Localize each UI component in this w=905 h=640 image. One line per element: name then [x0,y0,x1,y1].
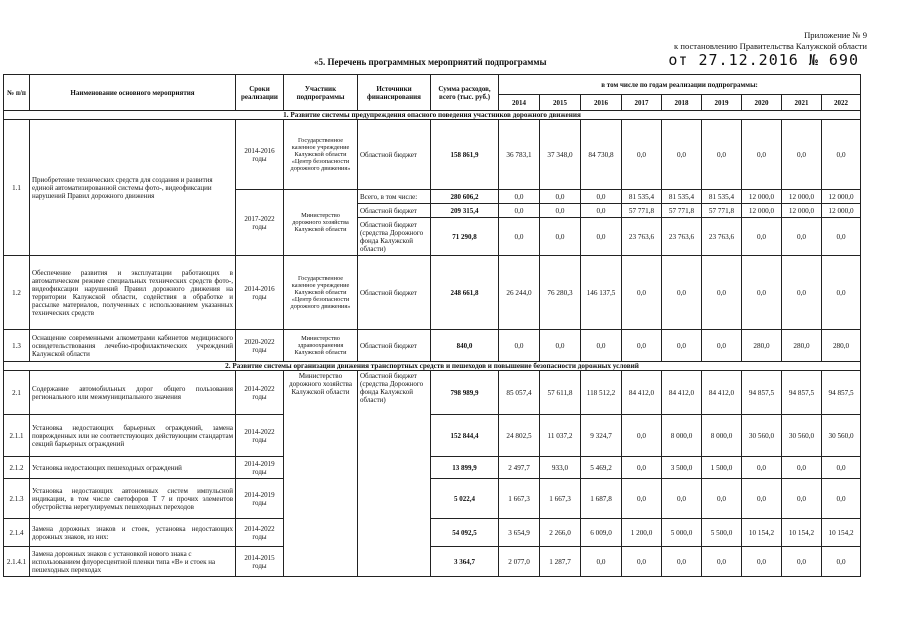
row-total: 209 315,4 [431,204,499,218]
year-value: 81 535,4 [622,190,662,204]
col-year: 2018 [662,95,702,111]
col-year: 2021 [782,95,822,111]
row-period: 2014-2016 годы [236,120,284,190]
col-year: 2020 [742,95,782,111]
col-year: 2014 [499,95,540,111]
year-value: 0,0 [662,256,702,330]
year-value: 0,0 [499,218,540,256]
year-value: 8 000,0 [662,415,702,457]
year-value: 12 000,0 [742,190,782,204]
col-year: 2016 [581,95,622,111]
year-value: 0,0 [702,330,742,362]
year-value: 0,0 [782,547,822,577]
row-name: Замена дорожных знаков с установкой нового знака с использованием флуоресцентной пленки типа «В» и стоек на пешеходных переходах [30,547,236,577]
year-value: 57 771,8 [622,204,662,218]
row-period: 2014-2016 годы [236,256,284,330]
col-year: 2022 [822,95,861,111]
handwritten-date: от 27.12.2016 № 690 [668,51,859,69]
row-period: 2014-2022 годы [236,519,284,547]
year-value: 9 324,7 [581,415,622,457]
row-period: 2020-2022 годы [236,330,284,362]
row-period: 2014-2019 годы [236,457,284,479]
year-value: 8 000,0 [702,415,742,457]
year-value: 0,0 [742,218,782,256]
row-name: Замена дорожных знаков и стоек, установка недостающих дорожных знаков, из них: [30,519,236,547]
year-value: 5 500,0 [702,519,742,547]
year-value: 84 730,8 [581,120,622,190]
table-row [4,479,861,519]
year-value: 76 280,3 [540,256,581,330]
year-value: 0,0 [540,330,581,362]
row-num: 1.1 [4,120,30,256]
col-num: № п/п [4,75,30,111]
year-value: 23 763,6 [662,218,702,256]
table-row [4,371,861,415]
row-total: 840,0 [431,330,499,362]
year-value: 280,0 [742,330,782,362]
row-num: 2.1.4 [4,519,30,547]
col-total: Сумма расходов, всего (тыс. руб.) [431,75,499,111]
table-row [4,415,861,457]
year-value: 0,0 [499,204,540,218]
year-value: 10 154,2 [782,519,822,547]
year-value: 0,0 [622,479,662,519]
year-value: 26 244,0 [499,256,540,330]
row-source: Областной бюджет [358,204,431,218]
year-value: 12 000,0 [822,204,861,218]
col-by-year: в том числе по годам реализации подпрограммы: [499,75,861,95]
table-row [4,547,861,577]
year-value: 0,0 [782,218,822,256]
appendix-line-1: Приложение № 9 [804,30,867,40]
year-value: 0,0 [822,457,861,479]
year-value: 0,0 [822,479,861,519]
year-value: 12 000,0 [742,204,782,218]
year-value: 10 154,2 [822,519,861,547]
year-value: 81 535,4 [662,190,702,204]
appendix-line-2: к постановлению Правительства Калужской области [674,41,867,51]
year-value: 12 000,0 [782,204,822,218]
row-num: 2.1.4.1 [4,547,30,577]
table-row [4,519,861,547]
row-participant: Министерство дорожного хозяйства Калужской области [284,190,358,256]
col-name: Наименование основного мероприятия [30,75,236,111]
year-value: 0,0 [662,330,702,362]
year-value: 0,0 [581,330,622,362]
row-name: Обеспечение развития и эксплуатации работающих в автоматическом режиме специальных технических средств фото-, видеофиксации нарушений Правил дорожного движения на территории Калужской области, содействия в обработке и рассылке материалов, полученных с использованием указанных технических средств [30,256,236,330]
year-value: 0,0 [702,479,742,519]
row-total: 3 364,7 [431,547,499,577]
year-value: 57 771,8 [702,204,742,218]
row-num: 2.1.1 [4,415,30,457]
year-value: 94 857,5 [822,371,861,415]
year-value: 12 000,0 [782,190,822,204]
year-value: 1 687,8 [581,479,622,519]
year-value: 0,0 [782,120,822,190]
year-value: 85 057,4 [499,371,540,415]
year-value: 1 287,7 [540,547,581,577]
row-num: 1.3 [4,330,30,362]
row-participant: Государственное казенное учреждение Калужской области «Центр безопасности дорожного движения» [284,256,358,330]
col-year: 2019 [702,95,742,111]
year-value: 0,0 [742,457,782,479]
year-value: 0,0 [702,120,742,190]
row-num: 1.2 [4,256,30,330]
row-total: 54 092,5 [431,519,499,547]
year-value: 0,0 [622,457,662,479]
year-value: 84 412,0 [702,371,742,415]
row-total: 158 861,9 [431,120,499,190]
year-value: 30 560,0 [782,415,822,457]
year-value: 0,0 [782,479,822,519]
row-total: 280 606,2 [431,190,499,204]
row-num: 2.1 [4,371,30,415]
table-row [4,330,861,362]
year-value: 2 497,7 [499,457,540,479]
table-row [4,457,861,479]
row-participant: Министерство дорожного хозяйства Калужской области [284,371,358,577]
year-value: 0,0 [742,547,782,577]
year-value: 3 654,9 [499,519,540,547]
year-value: 23 763,6 [622,218,662,256]
year-value: 0,0 [742,256,782,330]
year-value: 5 000,0 [662,519,702,547]
section-2-row [4,362,861,371]
row-source: Областной бюджет (средства Дорожного фонда Калужской области) [358,218,431,256]
row-num: 2.1.2 [4,457,30,479]
year-value: 0,0 [782,256,822,330]
row-total: 798 989,9 [431,371,499,415]
row-num: 2.1.3 [4,479,30,519]
year-value: 0,0 [622,256,662,330]
row-total: 13 899,9 [431,457,499,479]
year-value: 0,0 [822,547,861,577]
year-value: 146 137,5 [581,256,622,330]
row-participant: Министерство здравоохранения Калужской области [284,330,358,362]
year-value: 118 512,2 [581,371,622,415]
year-value: 0,0 [499,330,540,362]
year-value: 5 469,2 [581,457,622,479]
year-value: 0,0 [742,120,782,190]
row-name: Содержание автомобильных дорог общего пользования регионального или межмуниципального значения [30,371,236,415]
year-value: 1 200,0 [622,519,662,547]
year-value: 933,0 [540,457,581,479]
year-value: 84 412,0 [662,371,702,415]
document-title: «5. Перечень программных мероприятий подпрограммы [314,57,547,67]
year-value: 0,0 [581,547,622,577]
year-value: 37 348,0 [540,120,581,190]
col-year: 2017 [622,95,662,111]
year-value: 94 857,5 [742,371,782,415]
year-value: 1 667,3 [499,479,540,519]
row-period: 2017-2022 годы [236,190,284,256]
year-value: 0,0 [581,204,622,218]
year-value: 24 802,5 [499,415,540,457]
year-value: 0,0 [540,204,581,218]
year-value: 0,0 [702,547,742,577]
table-row [4,120,861,190]
year-value: 0,0 [662,479,702,519]
col-period: Сроки реализации [236,75,284,111]
row-total: 71 290,8 [431,218,499,256]
year-value: 0,0 [662,547,702,577]
col-source: Источники финансирования [358,75,431,111]
year-value: 0,0 [662,120,702,190]
year-value: 0,0 [499,190,540,204]
row-period: 2014-2015 годы [236,547,284,577]
row-name: Установка недостающих автономных систем импульсной индикации, в том числе светофоров Т 7 и прочих элементов обустройства нерегулируемых пешеходных переходов [30,479,236,519]
col-participant: Участник подпрограммы [284,75,358,111]
year-value: 6 009,0 [581,519,622,547]
year-value: 0,0 [622,330,662,362]
year-value: 84 412,0 [622,371,662,415]
col-year: 2015 [540,95,581,111]
year-value: 0,0 [822,120,861,190]
row-period: 2014-2022 годы [236,371,284,415]
section-1-row [4,111,861,120]
row-source: Областной бюджет [358,330,431,362]
year-value: 3 500,0 [662,457,702,479]
year-value: 81 535,4 [702,190,742,204]
row-name: Установка недостающих барьерных ограждений, замена поврежденных или не соответствующих действующим стандартам секций барьерных ограждений [30,415,236,457]
year-value: 0,0 [581,190,622,204]
row-name: Установка недостающих пешеходных ограждений [30,457,236,479]
table-row [4,256,861,330]
row-total: 5 022,4 [431,479,499,519]
year-value: 0,0 [540,190,581,204]
row-total: 248 661,8 [431,256,499,330]
year-value: 0,0 [742,479,782,519]
row-source: Всего, в том числе: [358,190,431,204]
year-value: 0,0 [822,256,861,330]
year-value: 0,0 [702,256,742,330]
program-measures-table [3,74,861,577]
year-value: 57 611,8 [540,371,581,415]
year-value: 30 560,0 [742,415,782,457]
section-1-title: 1. Развитие системы предупреждения опасного поведения участников дорожного движения [4,111,861,120]
year-value: 280,0 [782,330,822,362]
year-value: 57 771,8 [662,204,702,218]
year-value: 1 500,0 [702,457,742,479]
year-value: 30 560,0 [822,415,861,457]
year-value: 280,0 [822,330,861,362]
year-value: 0,0 [622,547,662,577]
appendix-note [674,30,867,52]
year-value: 1 667,3 [540,479,581,519]
year-value: 2 077,0 [499,547,540,577]
year-value: 0,0 [782,457,822,479]
year-value: 0,0 [622,120,662,190]
row-source: Областной бюджет (средства Дорожного фонда Калужской области) [358,371,431,577]
year-value: 10 154,2 [742,519,782,547]
year-value: 36 783,1 [499,120,540,190]
year-value: 0,0 [822,218,861,256]
year-value: 0,0 [581,218,622,256]
row-period: 2014-2022 годы [236,415,284,457]
year-value: 0,0 [540,218,581,256]
year-value: 11 037,2 [540,415,581,457]
year-value: 2 266,0 [540,519,581,547]
row-source: Областной бюджет [358,256,431,330]
row-source: Областной бюджет [358,120,431,190]
section-2-title: 2. Развитие системы организации движения транспортных средств и пешеходов и повышение безопасности дорожных условий [4,362,861,371]
row-period: 2014-2019 годы [236,479,284,519]
year-value: 23 763,6 [702,218,742,256]
year-value: 12 000,0 [822,190,861,204]
year-value: 0,0 [622,415,662,457]
row-name: Оснащение современными алкометрами кабинетов медицинского освидетельствования лечебно-профилактических учреждений Калужской области [30,330,236,362]
row-name: Приобретение технических средств для создания и развития единой автоматизированной системы фото-, видеофиксации нарушений Правил дорожного движения [30,120,236,256]
row-total: 152 844,4 [431,415,499,457]
year-value: 94 857,5 [782,371,822,415]
row-participant: Государственное казенное учреждение Калужской области «Центр безопасности дорожного движения» [284,120,358,190]
